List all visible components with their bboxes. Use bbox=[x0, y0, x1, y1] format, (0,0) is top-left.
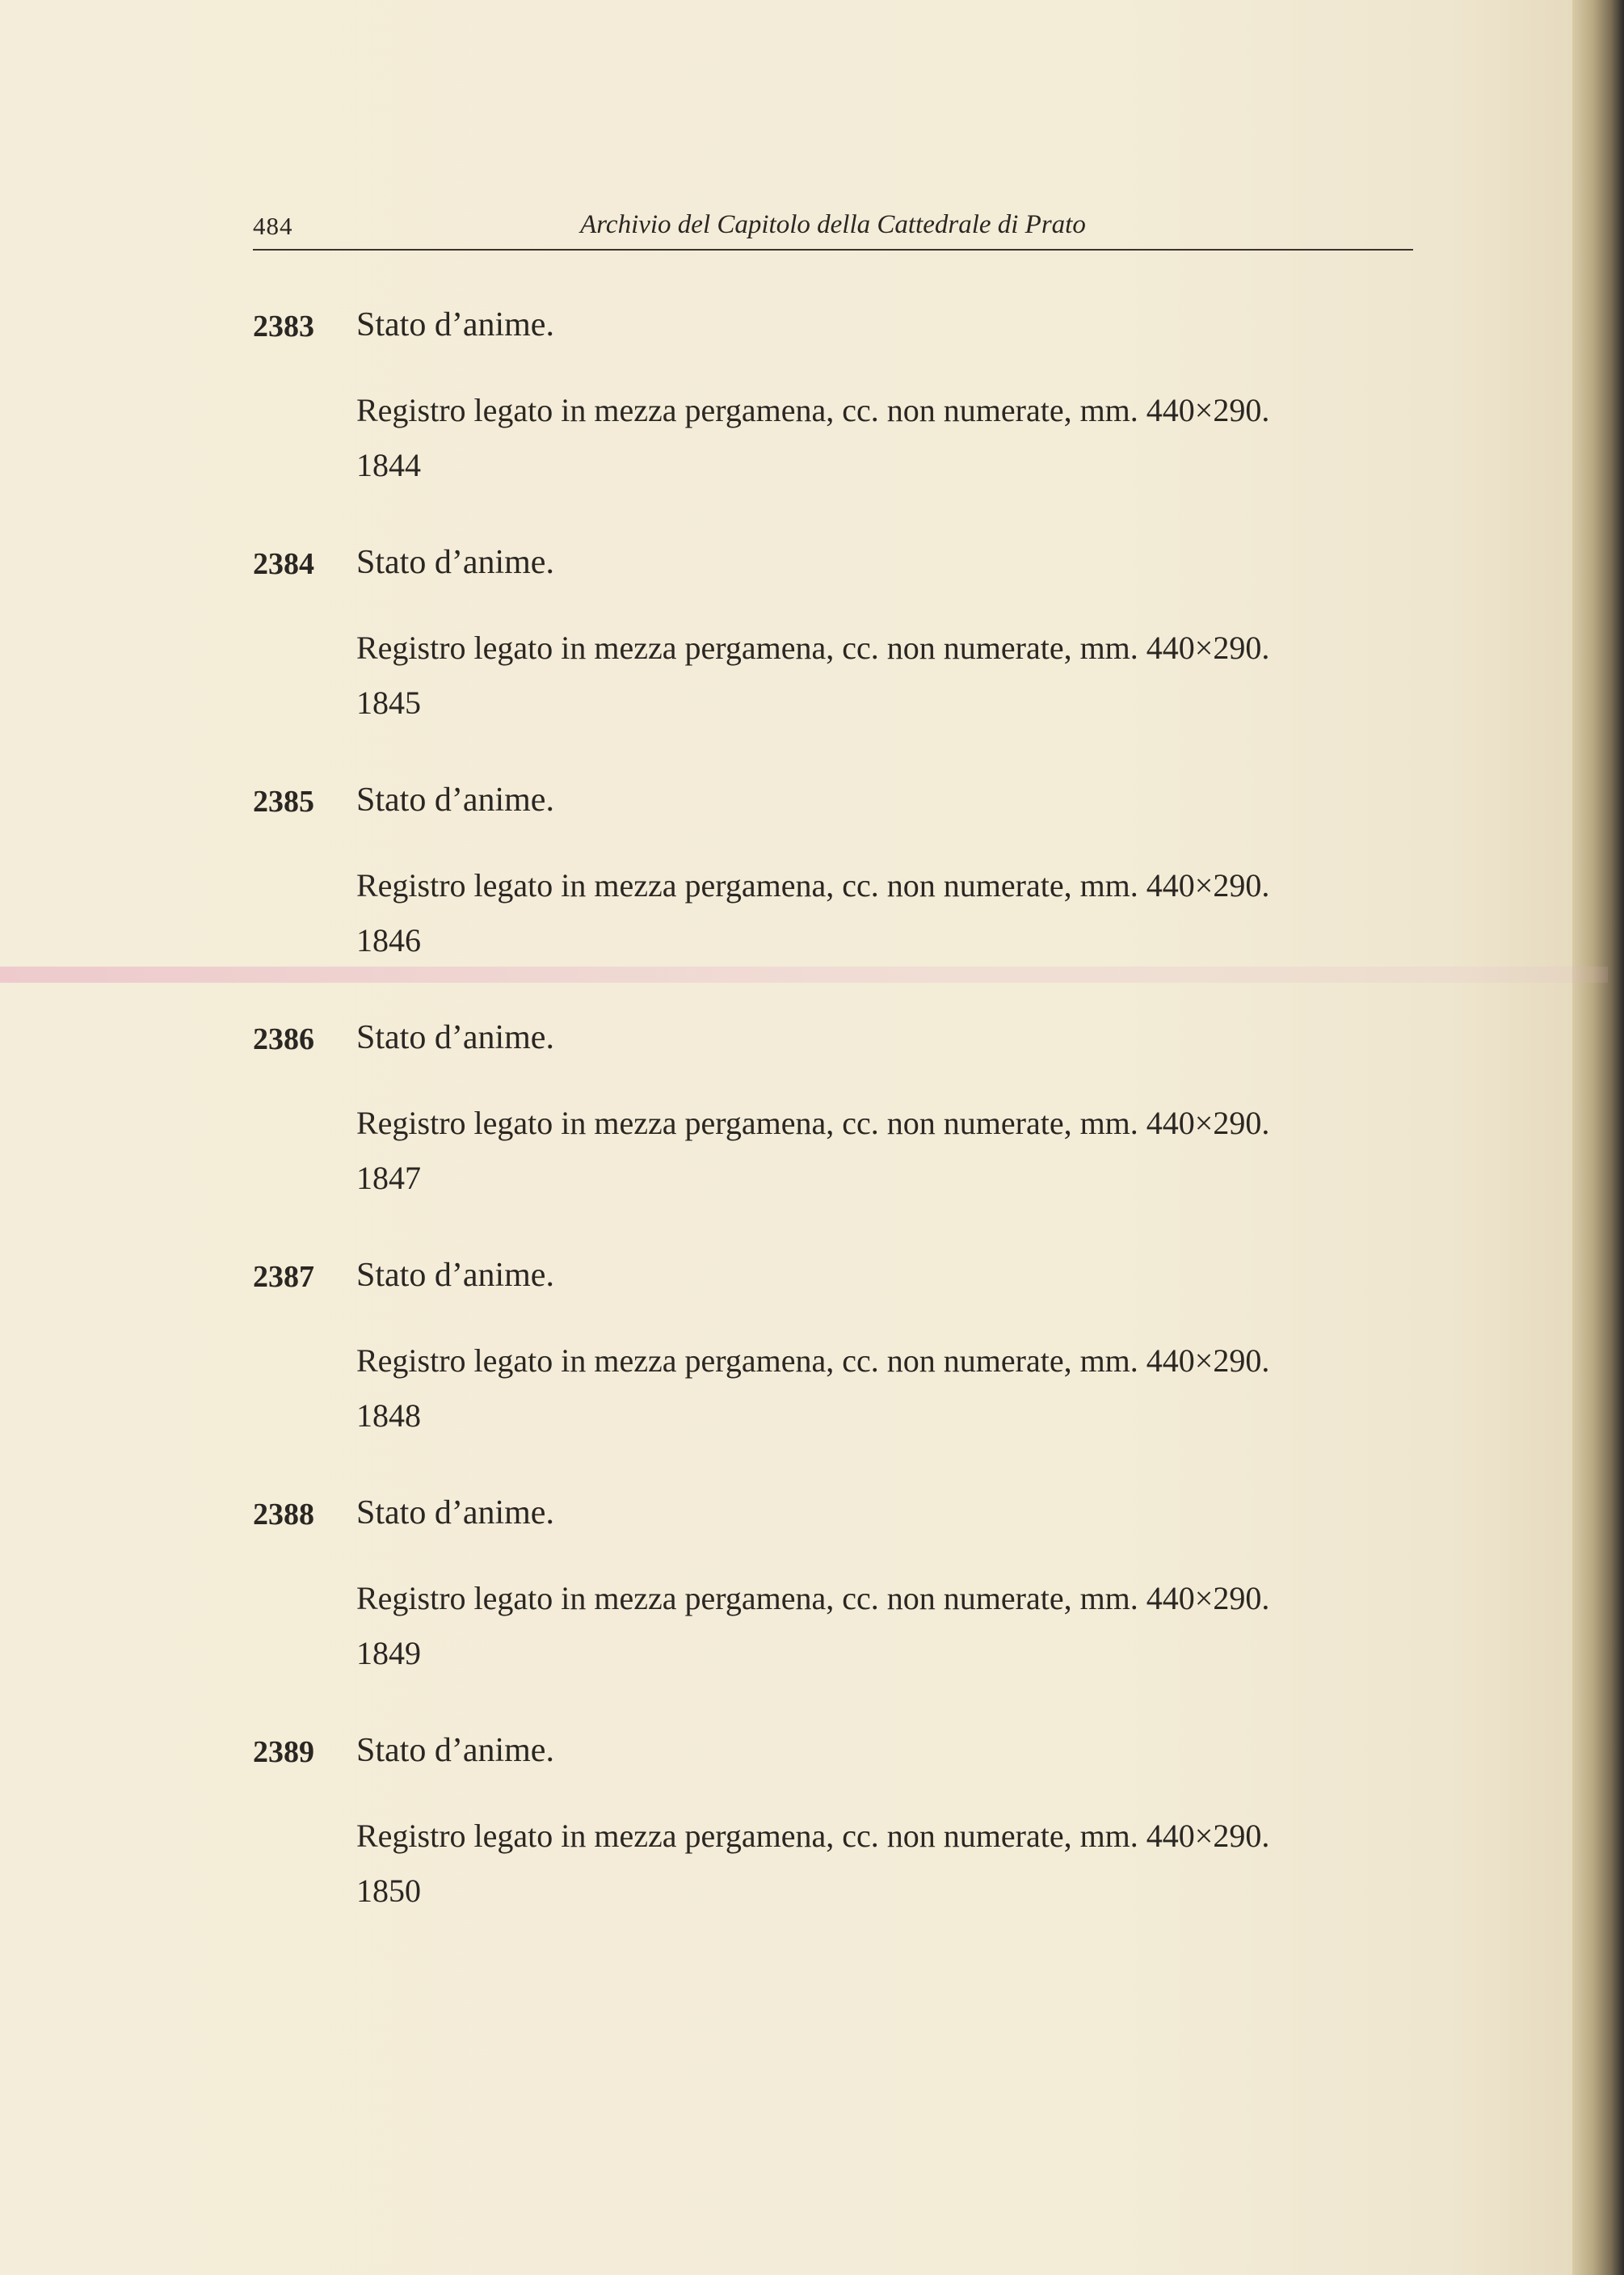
catalog-entry bbox=[253, 776, 1413, 1013]
entry-title: Stato d’anime. bbox=[356, 1019, 554, 1056]
entry-number: 2384 bbox=[253, 547, 314, 581]
entry-description: Registro legato in mezza pergamena, cc. non numerate, mm. 440×290. bbox=[356, 1580, 1270, 1616]
catalog-entry bbox=[253, 1251, 1413, 1489]
entry-title: Stato d’anime. bbox=[356, 306, 554, 343]
entry-date: 1850 bbox=[356, 1873, 421, 1909]
catalog-entry bbox=[253, 538, 1413, 776]
catalog-entries bbox=[253, 301, 1413, 1964]
entry-date: 1844 bbox=[356, 447, 421, 483]
entry-number: 2387 bbox=[253, 1260, 314, 1294]
entry-date: 1848 bbox=[356, 1397, 421, 1434]
entry-date: 1845 bbox=[356, 685, 421, 721]
page-number: 484 bbox=[253, 212, 293, 240]
catalog-entry bbox=[253, 1726, 1413, 1964]
entry-title: Stato d’anime. bbox=[356, 1732, 554, 1769]
entry-number: 2383 bbox=[253, 310, 314, 343]
entry-title: Stato d’anime. bbox=[356, 1257, 554, 1294]
entry-description: Registro legato in mezza pergamena, cc. non numerate, mm. 440×290. bbox=[356, 1342, 1270, 1379]
entry-date: 1849 bbox=[356, 1635, 421, 1671]
entry-title: Stato d’anime. bbox=[356, 544, 554, 581]
entry-description: Registro legato in mezza pergamena, cc. non numerate, mm. 440×290. bbox=[356, 1818, 1270, 1854]
entry-number: 2388 bbox=[253, 1498, 314, 1531]
entry-description: Registro legato in mezza pergamena, cc. non numerate, mm. 440×290. bbox=[356, 867, 1270, 904]
running-title: Archivio del Capitolo della Cattedrale di Prato bbox=[580, 210, 1086, 239]
entry-description: Registro legato in mezza pergamena, cc. non numerate, mm. 440×290. bbox=[356, 1105, 1270, 1141]
entry-title: Stato d’anime. bbox=[356, 1494, 554, 1531]
entry-date: 1846 bbox=[356, 922, 421, 958]
entry-number: 2385 bbox=[253, 785, 314, 819]
entry-description: Registro legato in mezza pergamena, cc. non numerate, mm. 440×290. bbox=[356, 392, 1270, 428]
entry-number: 2389 bbox=[253, 1735, 314, 1769]
book-spine bbox=[1572, 0, 1624, 2275]
catalog-entry bbox=[253, 1013, 1413, 1251]
catalog-entry bbox=[253, 301, 1413, 538]
entry-date: 1847 bbox=[356, 1160, 421, 1196]
entry-description: Registro legato in mezza pergamena, cc. non numerate, mm. 440×290. bbox=[356, 630, 1270, 666]
entry-number: 2386 bbox=[253, 1022, 314, 1056]
entry-title: Stato d’anime. bbox=[356, 782, 554, 819]
page-header bbox=[253, 207, 1413, 251]
catalog-entry bbox=[253, 1489, 1413, 1726]
